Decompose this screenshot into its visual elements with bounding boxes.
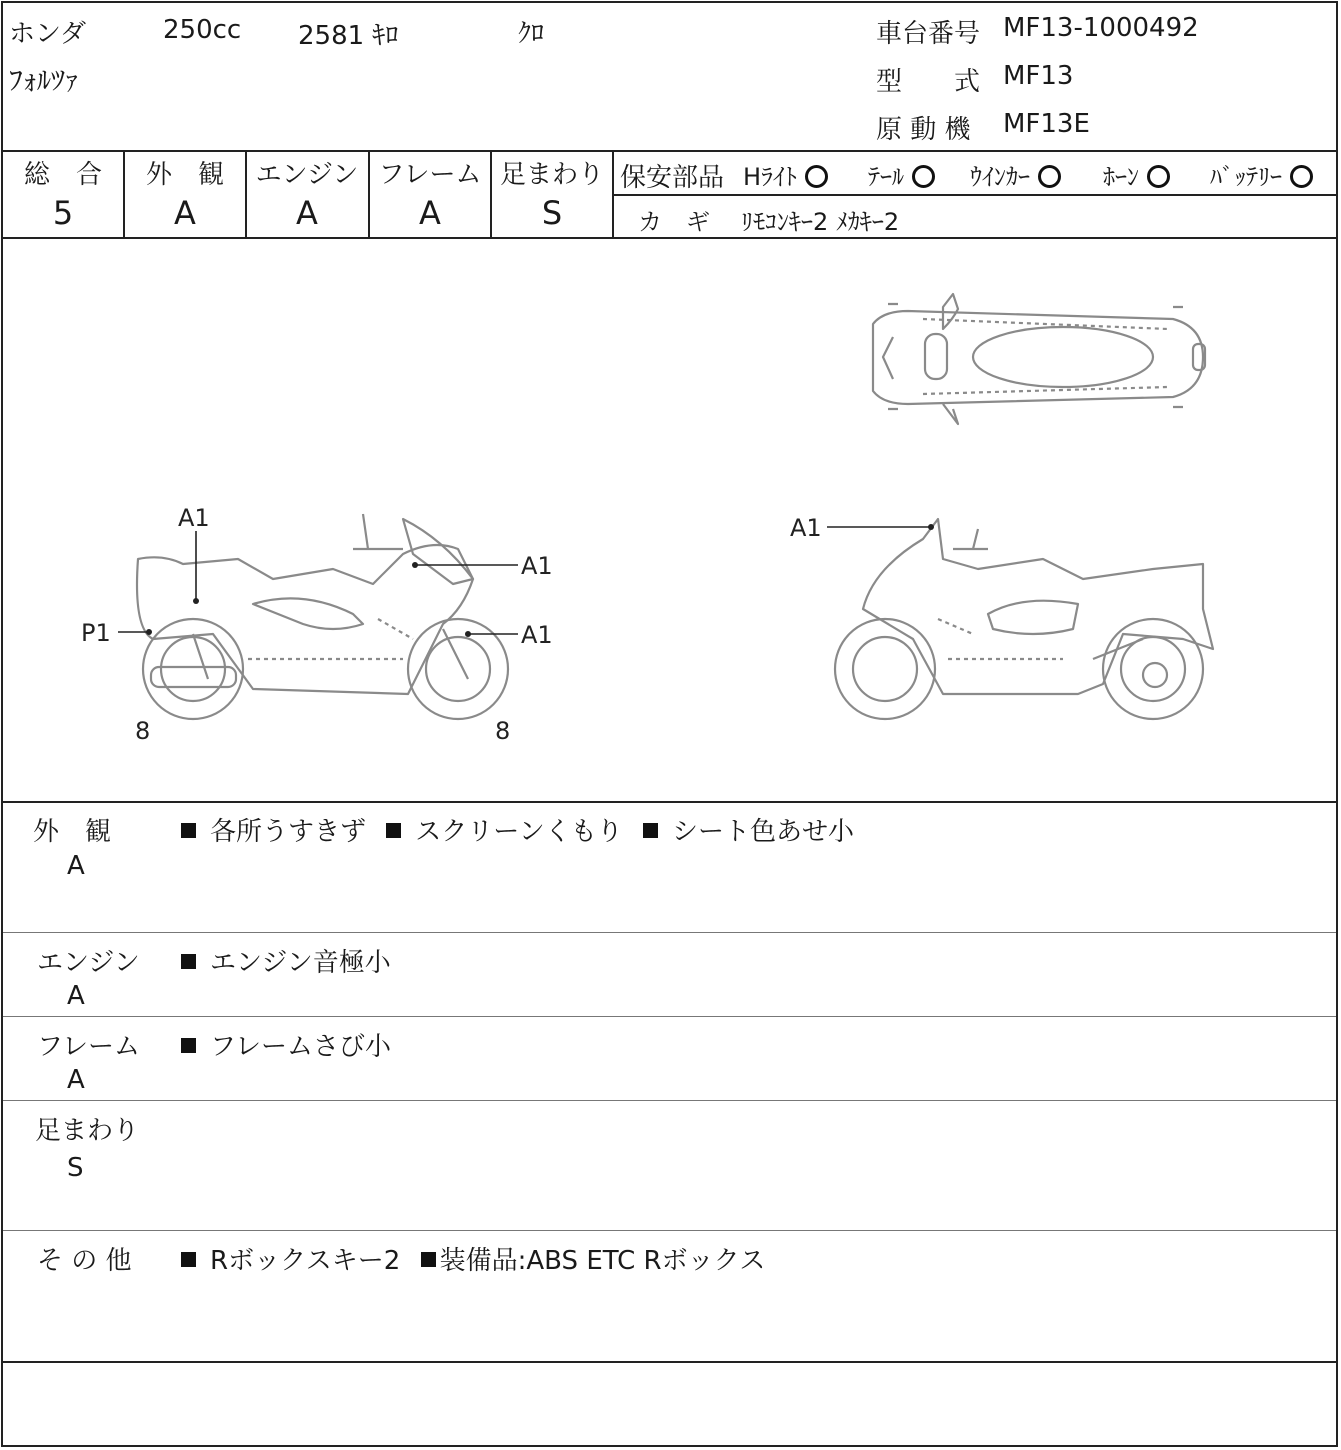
- note-items-exterior: 各所うすきず スクリーンくもり シート色あせ小: [181, 811, 866, 848]
- keys-label: カ ギ: [638, 208, 710, 236]
- inspection-sheet: [1, 1, 1338, 1447]
- damage-diagram: [3, 239, 1340, 801]
- frame-no: MF13-1000492: [1003, 13, 1199, 43]
- note-label-exterior: 外 観: [33, 817, 112, 847]
- wheel-right-value: 8: [495, 717, 511, 745]
- note-items-other: Rボックスキー2 装備品:ABS ETC Rボックス: [181, 1240, 777, 1277]
- grade-suspension: 足まわり S: [499, 160, 604, 232]
- grade-frame: フレーム A: [378, 160, 482, 232]
- right-view-scooter-icon: [835, 519, 1213, 719]
- grade-engine: エンジン A: [255, 160, 359, 232]
- damage-leader-lines: [118, 527, 931, 634]
- wheel-left-value: 8: [135, 717, 151, 745]
- top-view-scooter-icon: [873, 294, 1205, 424]
- note-grade-engine: A: [67, 981, 85, 1011]
- damage-dot: [193, 598, 199, 604]
- left-view-scooter-icon: [137, 514, 508, 719]
- damage-mark: A1: [521, 621, 553, 649]
- color: ｸﾛ: [518, 19, 545, 49]
- safety-item-horn: ﾎｰﾝ: [1103, 157, 1170, 192]
- note-grade-exterior: A: [67, 851, 85, 881]
- ok-circle-icon: [912, 165, 935, 188]
- keys-value: ﾘﾓｺﾝｷｰ2 ﾒｶｷｰ2: [741, 208, 900, 236]
- damage-mark: A1: [178, 504, 210, 532]
- frame-no-label: 車台番号: [876, 19, 981, 49]
- ok-circle-icon: [1290, 165, 1313, 188]
- maker: ホンダ: [9, 19, 86, 49]
- bullet-icon: [181, 823, 196, 838]
- damage-mark: P1: [81, 619, 111, 647]
- engine-label: 原 動 機: [876, 115, 971, 145]
- ok-circle-icon: [805, 165, 828, 188]
- damage-dot: [465, 631, 471, 637]
- damage-mark: A1: [521, 552, 553, 580]
- ok-circle-icon: [1147, 165, 1170, 188]
- note-items-engine: エンジン音極小: [181, 942, 403, 979]
- mileage: 2581 ｷﾛ: [298, 21, 399, 51]
- ok-circle-icon: [1038, 165, 1061, 188]
- safety-item-tail: ﾃｰﾙ: [868, 157, 935, 192]
- safety-item-headlight: Hﾗｲﾄ: [743, 157, 828, 192]
- bullet-icon: [181, 1252, 196, 1267]
- damage-mark: A1: [790, 514, 822, 542]
- note-label-engine: エンジン: [37, 948, 140, 978]
- damage-dot: [928, 524, 934, 530]
- damage-dot: [146, 629, 152, 635]
- note-grade-frame: A: [67, 1065, 85, 1095]
- safety-item-winker: ｳｲﾝｶｰ: [970, 157, 1061, 192]
- note-label-frame: フレーム: [37, 1032, 140, 1062]
- safety-parts-label: 保安部品: [620, 163, 725, 193]
- damage-dot: [412, 562, 418, 568]
- type-label: 型 式: [876, 67, 981, 97]
- note-grade-suspension: S: [67, 1153, 84, 1183]
- grade-exterior: 外 観 A: [145, 160, 224, 232]
- note-label-other: そ の 他: [37, 1246, 132, 1276]
- model-name: ﾌｫﾙﾂｧ: [9, 64, 80, 97]
- safety-item-battery: ﾊﾞｯﾃﾘｰ: [1210, 157, 1313, 192]
- bullet-icon: [181, 954, 196, 969]
- bullet-icon: [421, 1252, 436, 1267]
- note-items-frame: フレームさび小: [181, 1026, 403, 1063]
- bullet-icon: [643, 823, 658, 838]
- note-label-suspension: 足まわり: [35, 1116, 140, 1146]
- bullet-icon: [181, 1038, 196, 1053]
- grade-overall: 総 合 5: [23, 160, 102, 232]
- type-value: MF13: [1003, 61, 1074, 91]
- engine-value: MF13E: [1003, 109, 1090, 139]
- displacement: 250cc: [163, 15, 242, 45]
- bullet-icon: [386, 823, 401, 838]
